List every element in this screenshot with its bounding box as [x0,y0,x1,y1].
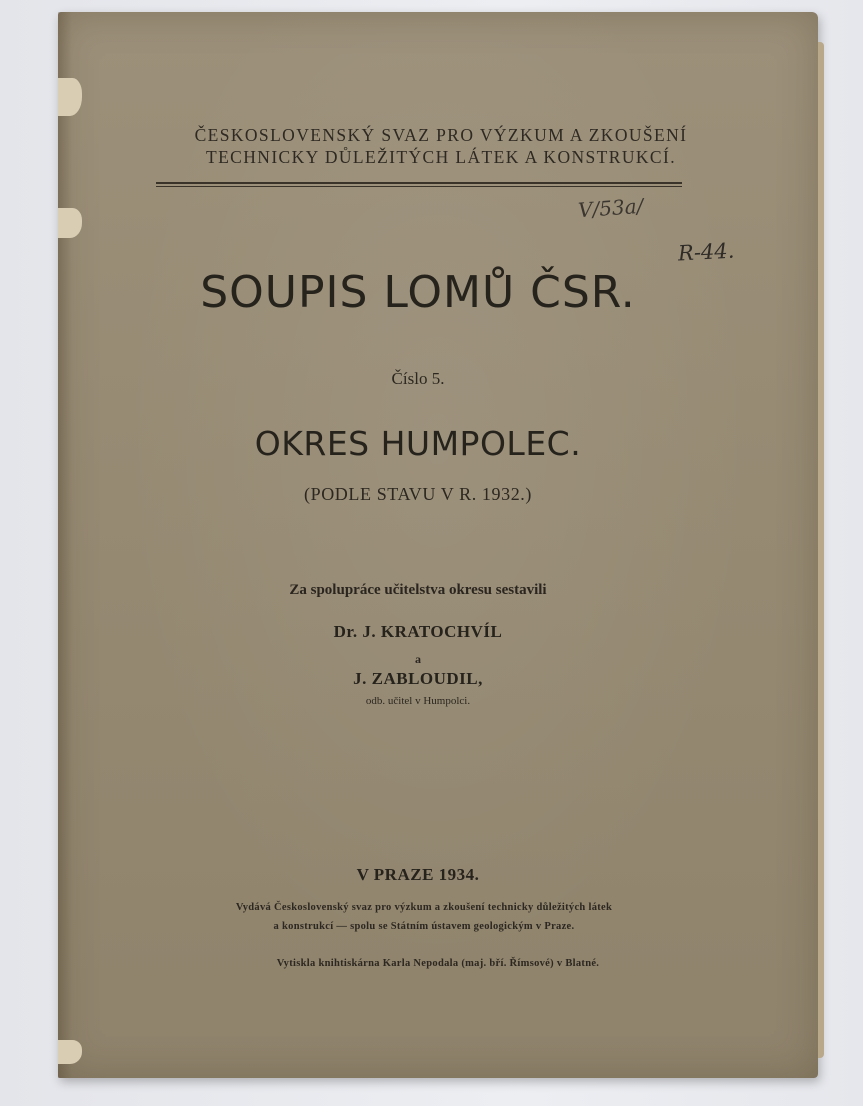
author-1: Dr. J. KRATOCHVÍL [333,622,503,641]
organization-line-1: ČESKOSLOVENSKÝ SVAZ PRO VÝZKUM A ZKOUŠENÍ [194,125,688,145]
organization-header [154,124,728,168]
district-title: OKRES HUMPOLEC. [254,424,582,463]
author-conjunction: a [415,652,421,666]
cover-title: SOUPIS LOMŮ ČSR. [200,267,636,318]
torn-edge [58,1040,82,1064]
author-2-role: odb. učitel v Humpolci. [365,695,471,707]
handwritten-mark: V/53a/ [577,193,645,223]
handwritten-note: R-44. [677,238,735,266]
torn-edge [58,78,82,116]
organization-line-2: TECHNICKY DŮLEŽITÝCH LÁTEK A KONSTRUKCÍ. [206,147,676,167]
status-note: (PODLE STAVU V R. 1932.) [304,484,532,504]
printer-note: Vytiskla knihtiskárna Karla Nepodala (maj. bří. Římsové) v Blatné. [276,958,600,969]
publisher-line-2: a konstrukcí — spolu se Státním ústavem geologickým v Praze. [273,921,575,932]
torn-edge [58,208,82,238]
publisher-line-1: Vydává Československý svaz pro výzkum a zkoušení technicky důležitých látek [235,902,613,913]
publisher-note [154,898,694,936]
issue-number: Číslo 5. [391,369,445,388]
booklet-cover [58,12,818,1078]
header-rule [156,182,682,187]
place-year: V PRAZE 1934. [356,865,480,884]
author-2: J. ZABLOUDIL, [353,669,483,688]
collaboration-line: Za spolupráce učitelstva okresu sestavili [289,582,547,598]
